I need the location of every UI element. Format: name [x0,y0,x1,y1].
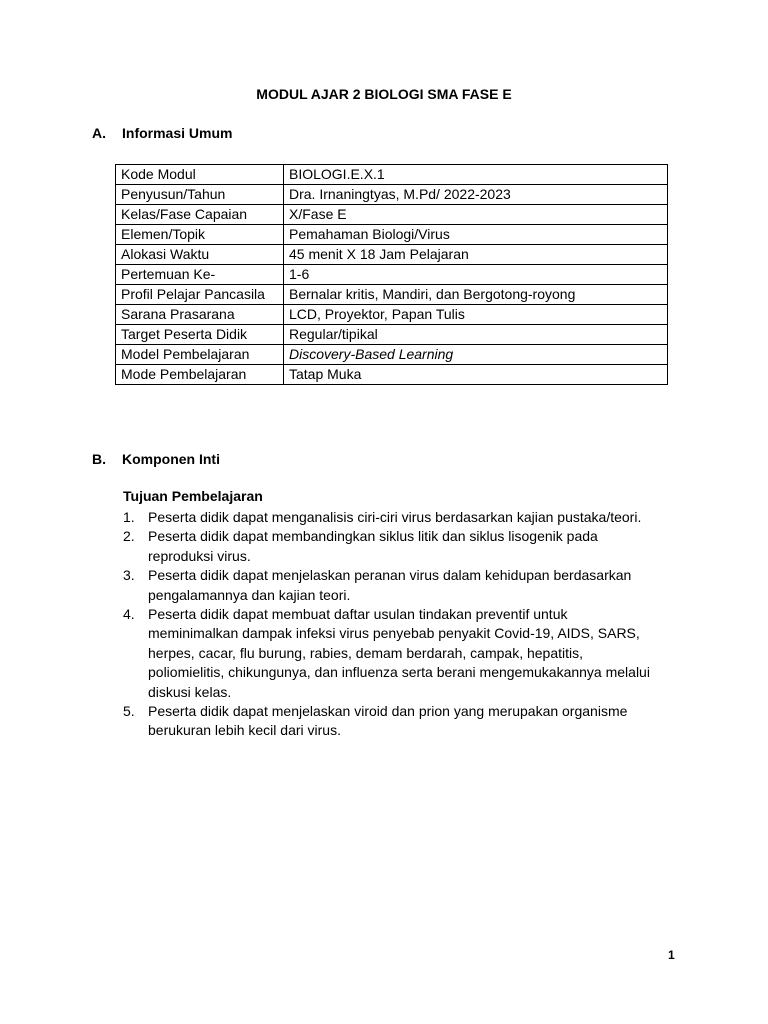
row-value: Dra. Irnaningtyas, M.Pd/ 2022-2023 [284,185,668,205]
list-item [123,527,653,566]
list-item [123,508,653,527]
row-value: Discovery-Based Learning [284,345,668,365]
row-key: Mode Pembelajaran [116,365,284,385]
row-key: Elemen/Topik [116,225,284,245]
list-number: 5. [123,703,135,720]
list-number: 1. [123,509,135,525]
table-row [116,345,668,365]
list-item [123,566,653,605]
list-number: 4. [123,606,135,623]
table-row [116,325,668,345]
page-number: 1 [668,948,675,962]
list-number: 3. [123,567,135,584]
row-value: LCD, Proyektor, Papan Tulis [284,305,668,325]
list-text: Peserta didik dapat membuat daftar usulan tindakan preventif untuk meminimalkan dampak infeksi virus penyebab penyakit Covid-19, AIDS, SARS, herpes, cacar, flu burung, rabies, demam berdarah, campak, hepatitis, poliomielitis, chikungunya, dan influenza serta berani mengemukakannya melalui diskusi kelas. [148,606,650,700]
list-number: 2. [123,528,135,545]
list-text: Peserta didik dapat menjelaskan peranan virus dalam kehidupan berdasarkan pengalamannya dan kajian teori. [148,567,632,603]
table-row [116,185,668,205]
table-row [116,285,668,305]
row-key: Model Pembelajaran [116,345,284,365]
list-text: Peserta didik dapat menganalisis ciri-ciri virus berdasarkan kajian pustaka/teori. [148,509,642,525]
table-row [116,305,668,325]
row-key: Penyusun/Tahun [116,185,284,205]
row-value: Regular/tipikal [284,325,668,345]
section-a-heading [92,125,232,141]
table-row [116,225,668,245]
section-a-letter: A. [92,125,106,141]
row-value: 1-6 [284,265,668,285]
goals-list [123,508,653,741]
section-a-title: Informasi Umum [122,125,233,141]
row-key: Kelas/Fase Capaian [116,205,284,225]
row-key: Profil Pelajar Pancasila [116,285,284,305]
row-value: X/Fase E [284,205,668,225]
info-table [115,164,668,385]
document-title: MODUL AJAR 2 BIOLOGI SMA FASE E [256,86,512,102]
table-row [116,365,668,385]
row-value: 45 menit X 18 Jam Pelajaran [284,245,668,265]
row-key: Target Peserta Didik [116,325,284,345]
row-key: Kode Modul [116,165,284,185]
row-key: Alokasi Waktu [116,245,284,265]
section-b-heading [92,451,220,467]
row-value: Pemahaman Biologi/Virus [284,225,668,245]
table-row [116,245,668,265]
list-item [123,605,653,702]
row-key: Sarana Prasarana [116,305,284,325]
row-value: BIOLOGI.E.X.1 [284,165,668,185]
table-row [116,265,668,285]
section-b-title: Komponen Inti [122,451,220,467]
list-text: Peserta didik dapat menjelaskan viroid dan prion yang merupakan organisme berukuran lebih kecil dari virus. [148,703,628,739]
row-key: Pertemuan Ke- [116,265,284,285]
list-text: Peserta didik dapat membandingkan siklus litik dan siklus lisogenik pada reproduksi virus. [148,528,598,564]
goals-heading: Tujuan Pembelajaran [123,488,263,504]
table-row [116,165,668,185]
section-b-letter: B. [92,451,106,467]
list-item [123,702,653,741]
row-value: Bernalar kritis, Mandiri, dan Bergotong-royong [284,285,668,305]
table-row [116,205,668,225]
row-value: Tatap Muka [284,365,668,385]
